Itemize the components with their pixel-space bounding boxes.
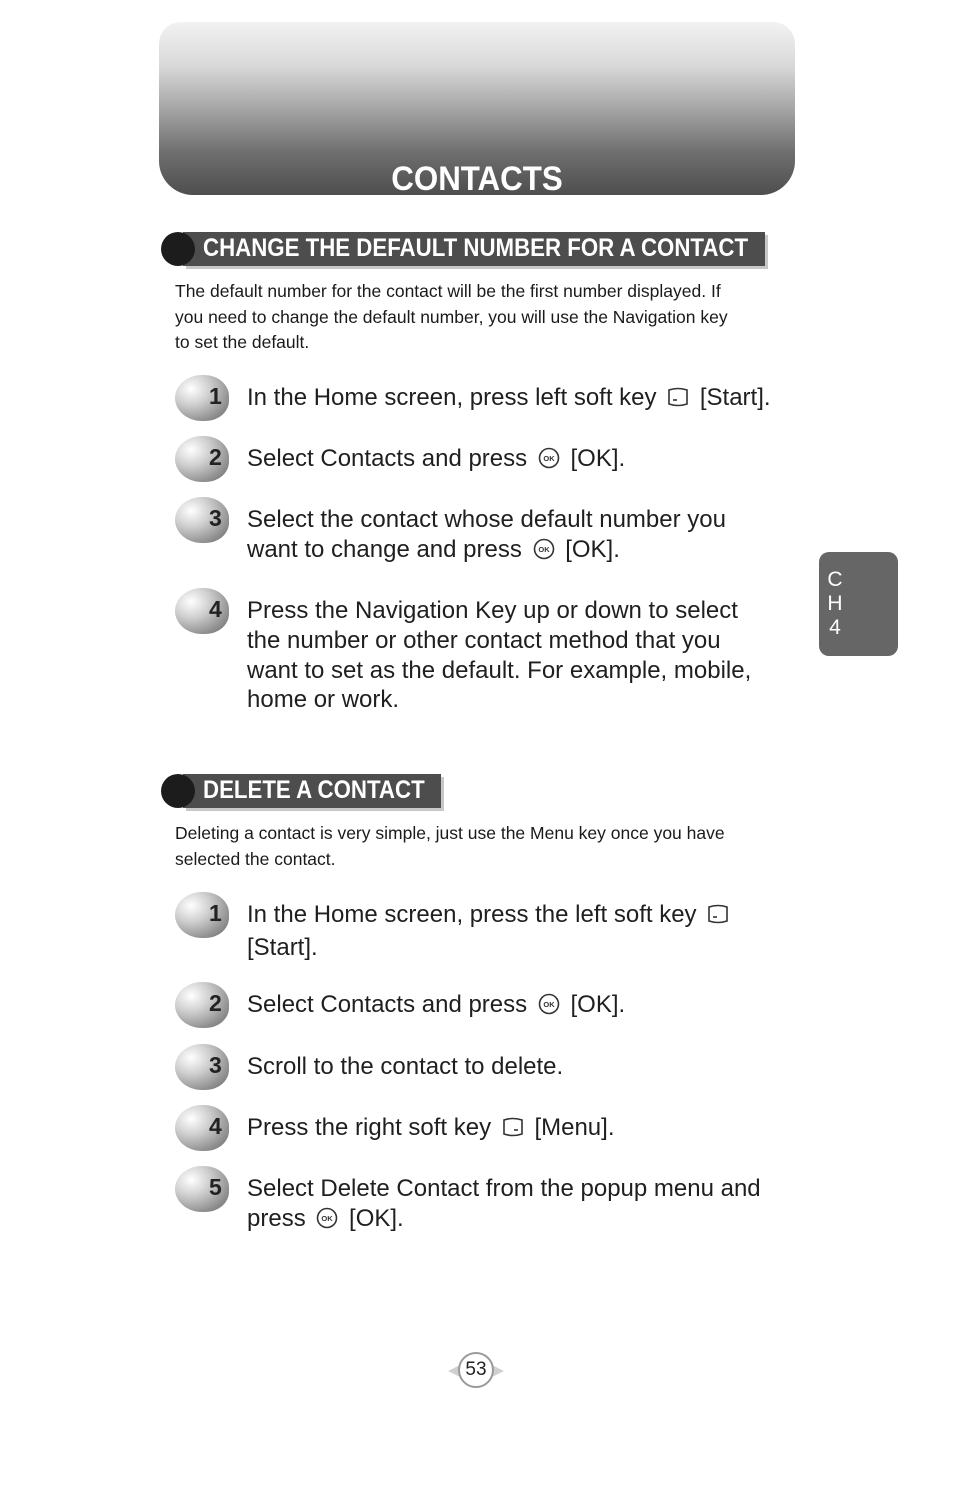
section-title: CHANGE THE DEFAULT NUMBER FOR A CONTACT [203, 234, 749, 262]
step-line: In the Home screen, press left soft key [Start]. [247, 383, 807, 416]
page-number-badge [446, 1352, 506, 1392]
chapter-tab-letter: C [827, 568, 843, 591]
step-line: Select Contacts and press OK [OK]. [247, 990, 807, 1023]
intro-line: The default number for the contact will be the first number displayed. If [175, 281, 721, 301]
step-line: want to change and press OK [OK]. [247, 535, 807, 568]
step-line: home or work. [247, 686, 400, 714]
right-soft-key-icon [501, 1116, 525, 1146]
step-line: In the Home screen, press the left soft key [247, 900, 807, 933]
step-line: want to set as the default. For example, mobile, [247, 656, 752, 684]
step-text [247, 1052, 807, 1082]
step-number-badge: 2 [175, 436, 229, 482]
bullet-circle-icon [161, 232, 195, 266]
step-number-badge: 1 [175, 375, 229, 421]
ok-key-icon [315, 1207, 339, 1237]
step-line: Select Contacts and press OK [OK]. [247, 444, 807, 477]
section-intro [175, 821, 800, 872]
svg-text:OK: OK [543, 1000, 555, 1009]
chapter-tab-letter: H [827, 592, 843, 615]
svg-text:OK: OK [543, 454, 555, 463]
ok-key-icon [532, 538, 556, 568]
step-line: Press the Navigation Key up or down to select [247, 597, 738, 624]
left-soft-key-icon [666, 386, 690, 416]
step-number-badge: 3 [175, 1044, 229, 1090]
step-text [247, 900, 807, 963]
step-line: Press the right soft key [Menu]. [247, 1113, 807, 1146]
step-line: the number or other contact method that you [247, 626, 721, 654]
intro-line: to set the default. [175, 332, 310, 352]
ok-key-icon [537, 447, 561, 477]
step-text [247, 444, 807, 477]
step-number-badge: 5 [175, 1166, 229, 1212]
step-number-badge: 1 [175, 892, 229, 938]
intro-line: Deleting a contact is very simple, just use the Menu key once you have [175, 823, 725, 843]
step-number-badge: 2 [175, 982, 229, 1028]
page-title: CONTACTS [391, 160, 563, 198]
section-intro [175, 279, 800, 356]
step-text [247, 990, 807, 1023]
step-line: Select Delete Contact from the popup menu and [247, 1175, 761, 1202]
svg-text:OK: OK [537, 544, 550, 554]
step-line: Scroll to the contact to delete. [247, 1053, 564, 1080]
svg-text:OK: OK [321, 1213, 333, 1223]
chapter-header-banner [159, 22, 795, 198]
step-number-badge: 3 [175, 497, 229, 543]
step-text [247, 383, 807, 416]
chapter-tab-letter: 4 [829, 616, 841, 639]
step-text [247, 1174, 807, 1237]
step-number-badge: 4 [175, 588, 229, 634]
step-text [247, 596, 807, 715]
bullet-circle-icon [161, 774, 195, 808]
intro-line: you need to change the default number, you will use the Navigation key [175, 306, 728, 327]
step-text [247, 1113, 807, 1146]
left-soft-key-icon [706, 903, 730, 933]
chapter-tab [819, 552, 898, 656]
step-number-badge: 4 [175, 1105, 229, 1151]
page-number: 53 [458, 1352, 494, 1388]
step-line: Select the contact whose default number you [247, 506, 726, 533]
step-text [247, 505, 807, 568]
step-line: press OK [OK]. [247, 1204, 807, 1237]
intro-line: selected the contact. [175, 848, 336, 869]
step-line: [Start]. [247, 933, 318, 961]
ok-key-icon [537, 993, 561, 1023]
section-title: DELETE A CONTACT [203, 776, 425, 804]
